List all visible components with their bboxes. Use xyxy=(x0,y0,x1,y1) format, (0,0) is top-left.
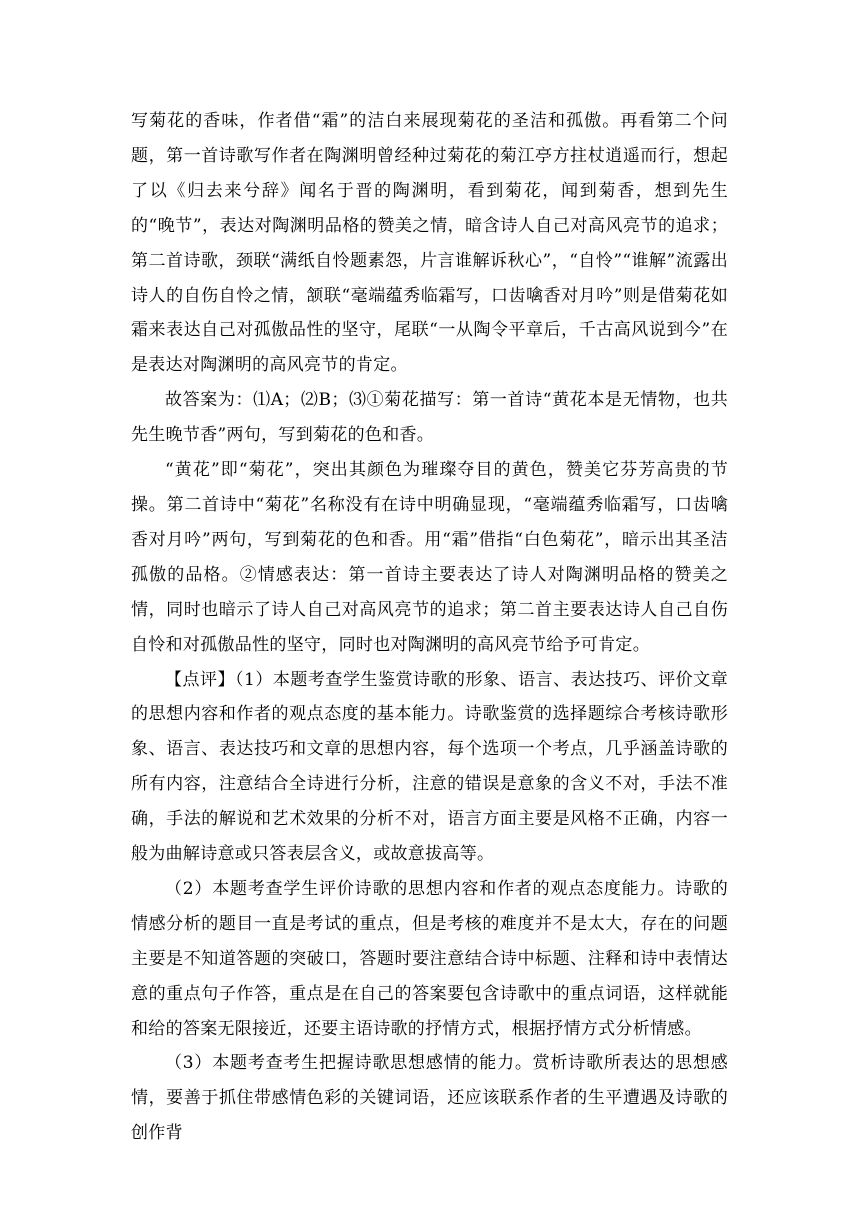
paragraph-comment-2: （2）本题考查学生评价诗歌的思想内容和作者的观点态度能力。诗歌的情感分析的题目一直是考试的重点，但是考核的难度并不是太大，存在的问题主要是不知道答题的突破口，答题时要注意结合诗中标题、注释和诗中表情达意的重点句子作答，重点是在自己的答案要包含诗歌中的重点词语，这样就能和给的答案无限接近，还要主语诗歌的抒情方式，根据抒情方式分析情感。 xyxy=(131,878,728,1039)
paragraph-comment-3: （3）本题考查考生把握诗歌思想感情的能力。赏析诗歌所表达的思想感情，要善于抓住带感情色彩的关键词语，还应该联系作者的生平遭遇及诗歌的创作背 xyxy=(131,1053,728,1144)
paragraph-analysis-continuation: 写菊花的香味，作者借“霜”的洁白来展现菊花的圣洁和孤傲。再看第二个问题，第一首诗歌写作者在陶渊明曾经种过菊花的菊江亭方拄杖逍遥而行，想起了以《归去来兮辞》闻名于晋的陶渊明，看到菊花，闻到菊香，想到先生的“晚节”，表达对陶渊明品格的赞美之情，暗含诗人自己对高风亮节的追求；第二首诗歌，颈联“满纸自怜题素怨，片言谁解诉秋心”，“自怜”“谁解”流露出诗人的自伤自怜之情，颔联“毫端蕴秀临霜写，口齿噙香对月吟”则是借菊花如霜来表达自己对孤傲品性的坚守，尾联“一从陶令平章后，千古高风说到今”在是表达对陶渊明的高风亮节的肯定。 xyxy=(131,111,728,376)
paragraph-answer: 故答案为：⑴A；⑵B；⑶①菊花描写：第一首诗“黄花本是无情物，也共先生晚节香”两句，写到菊花的色和香。 xyxy=(131,390,728,446)
document-page xyxy=(131,104,728,1151)
paragraph-comment-1: 【点评】（1）本题考查学生鉴赏诗歌的形象、语言、表达技巧、评价文章的思想内容和作者的观点态度的基本能力。诗歌鉴赏的选择题综合考核诗歌形象、语言、表达技巧和文章的思想内容，每个选项一个考点，几乎涵盖诗歌的所有内容，注意结合全诗进行分析，注意的错误是意象的含义不对，手法不准确，手法的解说和艺术效果的分析不对，语言方面主要是风格不正确，内容一般为曲解诗意或只答表层含义，或故意拔高等。 xyxy=(131,669,728,865)
paragraph-answer-detail: “黄花”即“菊花”，突出其颜色为璀璨夺目的黄色，赞美它芬芳高贵的节操。第二首诗中“菊花”名称没有在诗中明确显现，“毫端蕴秀临霜写，口齿噙香对月吟”两句，写到菊花的色和香。用“霜”借指“白色菊花”，暗示出其圣洁孤傲的品格。②情感表达：第一首诗主要表达了诗人对陶渊明品格的赞美之情，同时也暗示了诗人自己对高风亮节的追求；第二首主要表达诗人自己自伤自怜和对孤傲品性的坚守，同时也对陶渊明的高风亮节给予可肯定。 xyxy=(131,460,728,655)
